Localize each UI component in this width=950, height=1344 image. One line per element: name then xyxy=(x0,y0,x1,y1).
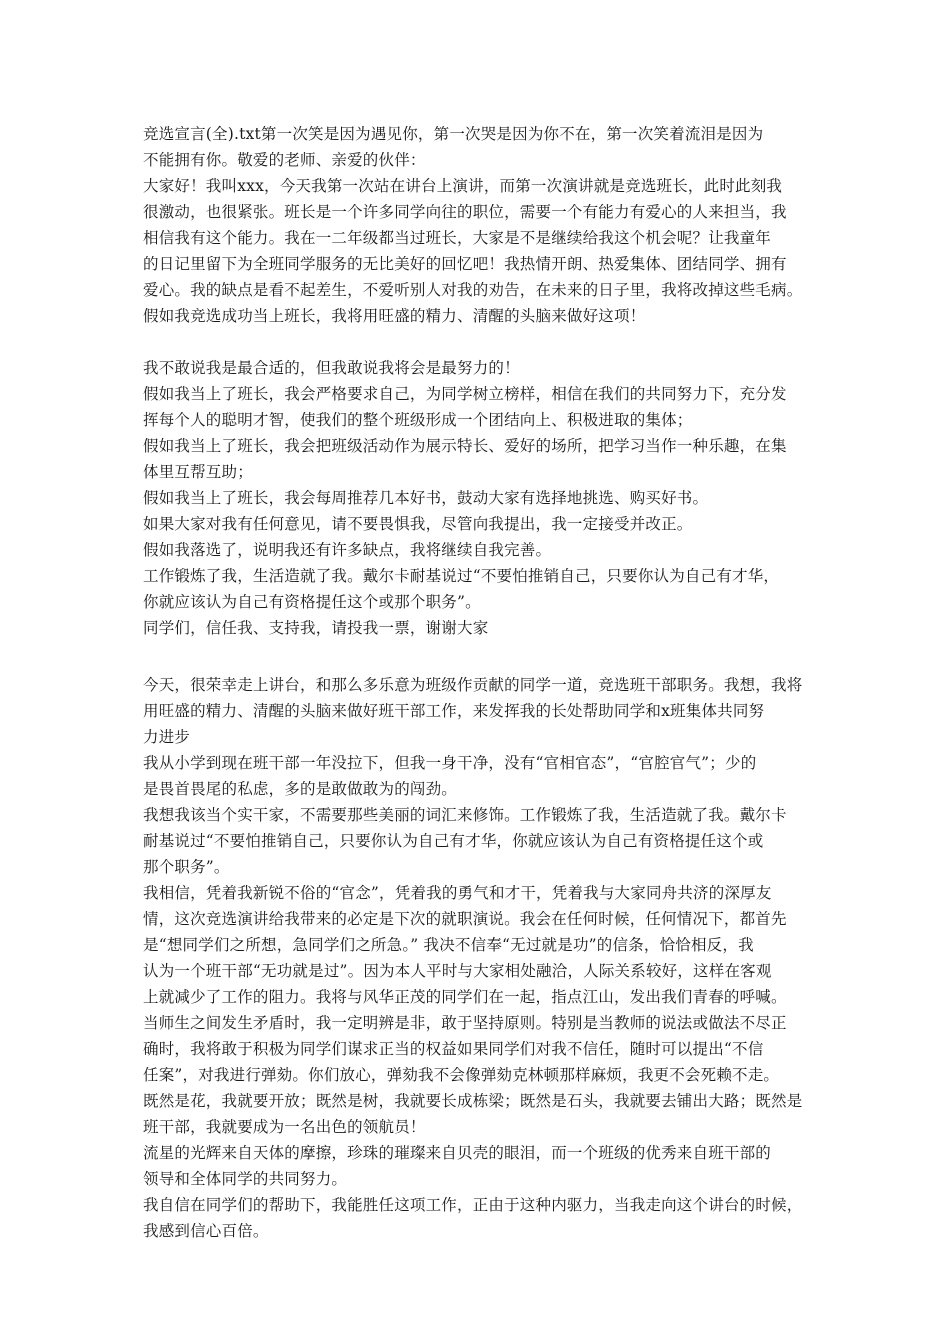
text-line: 的日记里留下为全班同学服务的无比美好的回忆吧！我热情开朗、热爱集体、团结同学、拥有 xyxy=(143,255,787,273)
text-line: 我想我该当个实干家，不需要那些美丽的词汇来修饰。工作锻炼了我，生活造就了我。戴尔卡 xyxy=(143,806,787,824)
text-line: 你就应该认为自己有资格提任这个或那个职务”。 xyxy=(143,593,481,611)
text-line: 情，这次竞选演讲给我带来的必定是下次的就职演说。我会在任何时候，任何情况下，都首先 xyxy=(143,910,787,928)
text-line: 认为一个班干部“无功就是过”。因为本人平时与大家相处融洽，人际关系较好，这样在客观 xyxy=(143,962,772,980)
text-line: 假如我落选了，说明我还有许多缺点，我将继续自我完善。 xyxy=(143,541,552,559)
text-line: 我感到信心百倍。 xyxy=(143,1222,269,1240)
text-line: 我自信在同学们的帮助下，我能胜任这项工作，正由于这种内驱力，当我走向这个讲台的时候， xyxy=(143,1196,803,1214)
text-line: 不能拥有你。敬爱的老师、亲爱的伙伴： xyxy=(143,151,426,169)
text-line: 竞选宣言(全).txt第一次笑是因为遇见你，第一次哭是因为你不在，第一次笑着流泪是因为 xyxy=(143,125,764,143)
text-line: 既然是花，我就要开放；既然是树，我就要长成栋梁；既然是石头，我就要去铺出大路；既然是 xyxy=(143,1092,803,1110)
text-line: 确时，我将敢于积极为同学们谋求正当的权益如果同学们对我不信任，随时可以提出“不信 xyxy=(143,1040,764,1058)
text-line: 耐基说过“不要怕推销自己，只要你认为自己有才华，你就应该认为自己有资格提任这个或 xyxy=(143,832,764,850)
text-line: 我不敢说我是最合适的，但我敢说我将会是最努力的！ xyxy=(143,359,520,377)
text-line: 用旺盛的精力、清醒的头脑来做好班干部工作，来发挥我的长处帮助同学和x班集体共同努 xyxy=(143,702,765,720)
text-line: 大家好！我叫xxx，今天我第一次站在讲台上演讲，而第一次演讲就是竞选班长，此时此刻我 xyxy=(143,177,783,195)
text-line: 上就减少了工作的阻力。我将与风华正茂的同学们在一起，指点江山，发出我们青春的呼喊。 xyxy=(143,988,787,1006)
text-line: 假如我竞选成功当上班长，我将用旺盛的精力、清醒的头脑来做好这项！ xyxy=(143,307,646,325)
text-line: 假如我当上了班长，我会严格要求自己，为同学树立榜样，相信在我们的共同努力下，充分发 xyxy=(143,385,787,403)
text-line: 班干部，我就要成为一名出色的领航员！ xyxy=(143,1118,426,1136)
text-line: 是“想同学们之所想，急同学们之所急。” 我决不信奉“无过就是功”的信条，恰恰相反，我 xyxy=(143,936,754,954)
text-line: 假如我当上了班长，我会每周推荐几本好书，鼓动大家有选择地挑选、购买好书。 xyxy=(143,489,709,507)
text-line: 领导和全体同学的共同努力。 xyxy=(143,1170,348,1188)
text-line: 那个职务”。 xyxy=(143,858,230,876)
text-line: 假如我当上了班长，我会把班级活动作为展示特长、爱好的场所，把学习当作一种乐趣，在集 xyxy=(143,437,787,455)
blank-line xyxy=(143,329,815,355)
text-line: 我相信，凭着我新锐不俗的“官念”，凭着我的勇气和才干，凭着我与大家同舟共济的深厚友 xyxy=(143,884,772,902)
text-line: 相信我有这个能力。我在一二年级都当过班长，大家是不是继续给我这个机会呢？让我童年 xyxy=(143,229,772,247)
text-line: 同学们，信任我、支持我，请投我一票，谢谢大家 xyxy=(143,619,489,637)
text-line: 力进步 xyxy=(143,728,191,746)
text-line: 今天，很荣幸走上讲台，和那么多乐意为班级作贡献的同学一道，竞选班干部职务。我想，我将 xyxy=(143,676,803,694)
text-line: 爱心。我的缺点是看不起差生，不爱听别人对我的劝告，在未来的日子里，我将改掉这些毛病。 xyxy=(143,281,803,299)
text-line: 是畏首畏尾的私虑，多的是敢做敢为的闯劲。 xyxy=(143,780,458,798)
document-section-1 xyxy=(143,121,815,641)
document-section-2 xyxy=(143,672,815,1244)
text-line: 很激动，也很紧张。班长是一个许多同学向往的职位，需要一个有能力有爱心的人来担当，我 xyxy=(143,203,787,221)
text-line: 任案”，对我进行弹劾。你们放心，弹劾我不会像弹劾克林顿那样麻烦，我更不会死赖不走。 xyxy=(143,1066,780,1084)
text-line: 工作锻炼了我，生活造就了我。戴尔卡耐基说过“不要怕推销自己，只要你认为自己有才华， xyxy=(143,567,780,585)
text-line: 体里互帮互助； xyxy=(143,463,253,481)
text-line: 流星的光辉来自天体的摩擦，珍珠的璀璨来自贝壳的眼泪，而一个班级的优秀来自班干部的 xyxy=(143,1144,772,1162)
text-line: 我从小学到现在班干部一年没拉下，但我一身干净，没有“官相官态”，“官腔官气”；少的 xyxy=(143,754,757,772)
text-line: 当师生之间发生矛盾时，我一定明辨是非，敢于坚持原则。特别是当教师的说法或做法不尽正 xyxy=(143,1014,787,1032)
text-line: 如果大家对我有任何意见，请不要畏惧我，尽管向我提出，我一定接受并改正。 xyxy=(143,515,693,533)
text-line: 挥每个人的聪明才智，使我们的整个班级形成一个团结向上、积极进取的集体； xyxy=(143,411,693,429)
